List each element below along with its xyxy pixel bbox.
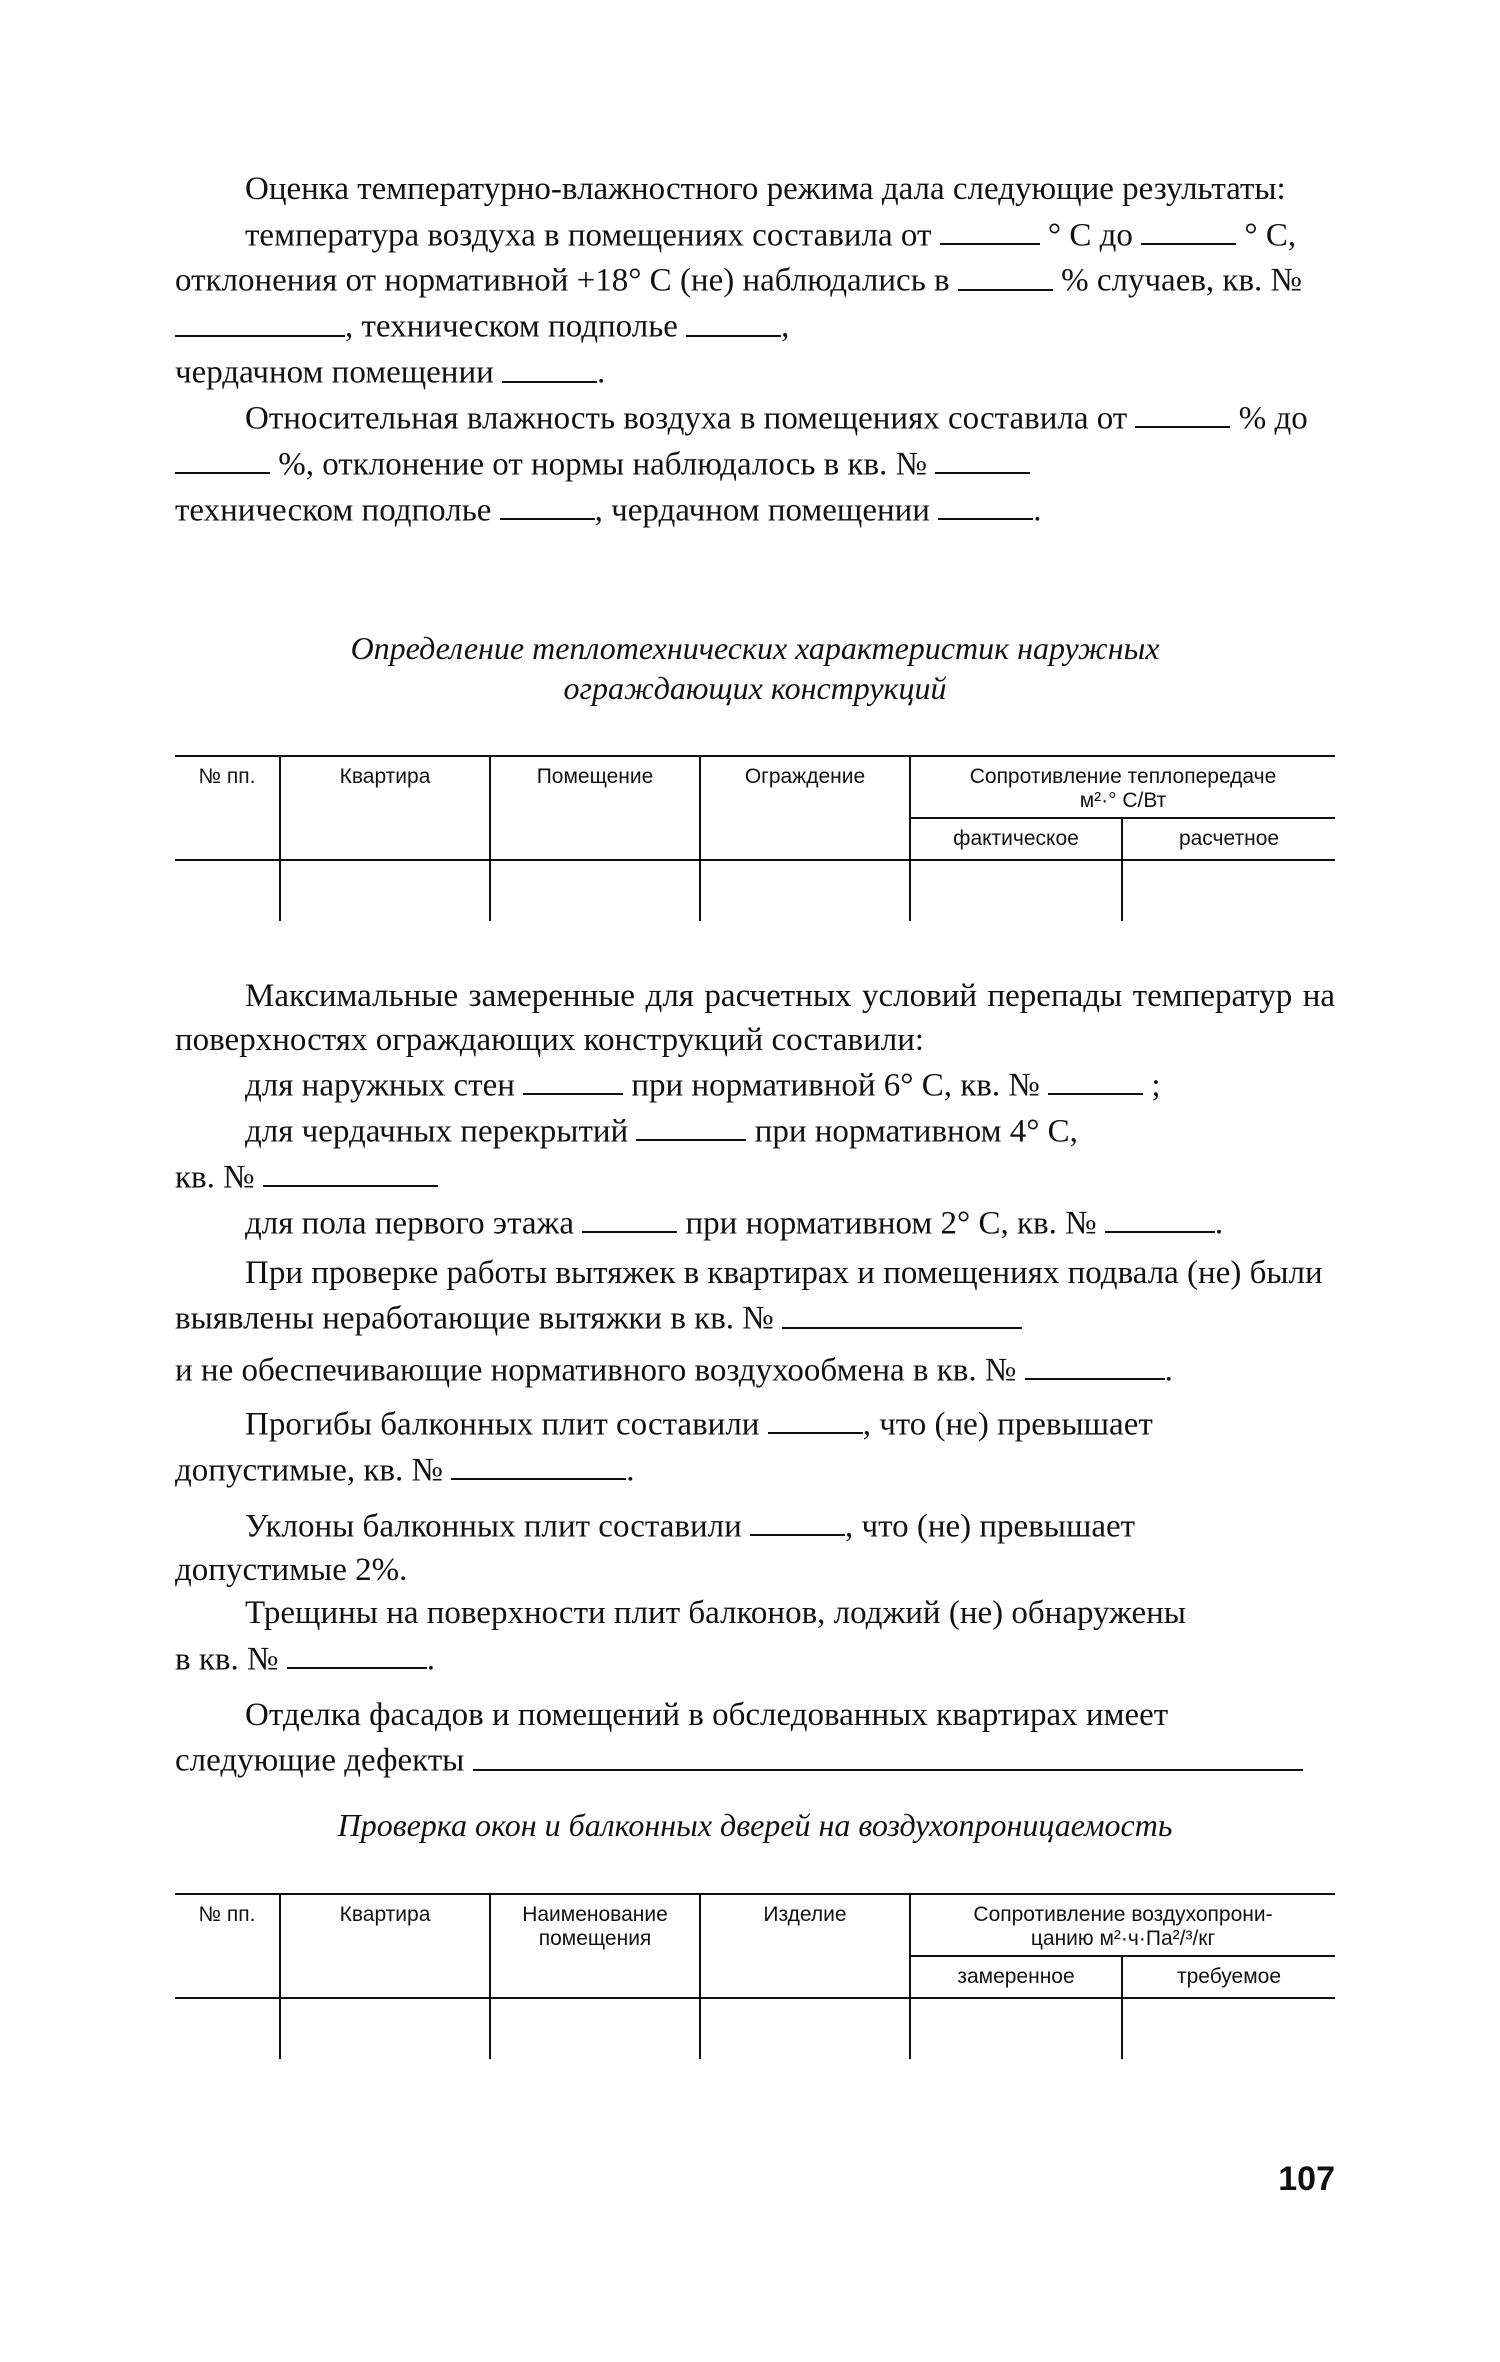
cracks-paragraph: Трещины на поверхности плит балконов, лоджий (не) обнаружены в кв. № . [175,1595,1186,1678]
blank-line [502,349,597,382]
page-number: 107 [1278,2160,1335,2198]
section-title-air-permeability: Проверка окон и балконных дверей на воздухопроницаемость [337,1807,1173,1843]
attic-floors-line: для чердачных перекрытий при нормативном 4° С, кв. № [175,1108,1335,1200]
column-header-air-resistance: Сопротивление воздухопрони- цанию м²·ч·Па²/³/кг [910,1894,1335,1956]
temperature-drops-section [175,975,1335,1783]
blank-line [636,1108,746,1141]
blank-line [175,303,345,336]
drops-intro: Максимальные замеренные для расчетных условий перепады температур на поверхностях ограждающих конструкций составили: [175,978,1335,1058]
column-header-apartment: Квартира [280,1894,490,1998]
blank-line [523,1062,623,1095]
blank-line [473,1737,1303,1770]
blank-line [1141,212,1236,245]
blank-line [1105,1200,1215,1233]
outer-walls-line: для наружных стен при нормативной 6° С, кв. № ; [175,1062,1335,1108]
blank-line [782,1295,1022,1328]
blank-line [768,1401,863,1434]
exhaust-paragraph: При проверке работы вытяжек в квартирах и помещениях подвала (не) были выявлены неработающие вытяжки в кв. № [175,1254,1323,1337]
attic-temperature-line: чердачном помещении . [175,349,1335,395]
blank-line [935,441,1030,474]
column-header-room: Помещение [490,756,700,860]
balcony-deflection-paragraph: Прогибы балконных плит составили , что (не) превышает допустимые, кв. № . [175,1401,1335,1493]
blank-line [1025,1347,1165,1380]
table-row [175,860,1335,921]
thermal-characteristics-table [175,755,1335,921]
climate-section [175,168,1335,533]
column-header-heat-resistance: Сопротивление теплопередаче м²·° С/Вт [910,756,1335,818]
column-header-enclosure: Ограждение [700,756,910,860]
column-header-actual: фактическое [910,818,1122,860]
blank-line [500,487,595,520]
column-header-calculated: расчетное [1122,818,1335,860]
blank-line [938,487,1033,520]
balcony-slope-paragraph: Уклоны балконных плит составили , что (не) превышает допустимые 2%. [175,1503,1335,1592]
blank-line [263,1154,438,1187]
blank-line [451,1447,626,1480]
column-header-number: № пп. [175,1894,280,1998]
exhaust-air-exchange-line: и не обеспечивающие нормативного воздухообмена в кв. № . [175,1347,1335,1393]
blank-line [940,212,1040,245]
air-permeability-table [175,1893,1335,2059]
table-row [175,1998,1335,2059]
column-header-measured: замеренное [910,1956,1122,1998]
blank-line [175,441,270,474]
blank-line [287,1636,427,1669]
column-header-required: требуемое [1122,1956,1335,1998]
blank-line [958,257,1053,290]
blank-line [1048,1062,1143,1095]
blank-line [1135,395,1230,428]
humidity-paragraph: Относительная влажность воздуха в помещениях составила от % до %, отклонение от нормы наблюдалось в кв. № техническом подполье , чердачном помещении . [175,395,1335,533]
finishing-defects-paragraph: Отделка фасадов и помещений в обследованных квартирах имеет следующие дефекты [175,1694,1335,1783]
section-title-thermal: Определение теплотехнических характеристик наружных ограждающих конструкций [350,630,1160,706]
column-header-room-name: Наименование помещения [490,1894,700,1998]
ground-floor-line: для пола первого этажа при нормативном 2° С, кв. № . [175,1200,1335,1246]
column-header-apartment: Квартира [280,756,490,860]
blank-line [582,1200,677,1233]
blank-line [686,303,781,336]
blank-line [750,1503,845,1536]
column-header-product: Изделие [700,1894,910,1998]
climate-intro: Оценка температурно-влажностного режима дала следующие результаты: [245,171,1286,207]
temperature-paragraph: температура воздуха в помещениях составила от ° С до ° С, отклонения от нормативной +18° С (не) наблюдались в % случаев, кв. № , техническом подполье , [175,212,1335,350]
column-header-number: № пп. [175,756,280,860]
